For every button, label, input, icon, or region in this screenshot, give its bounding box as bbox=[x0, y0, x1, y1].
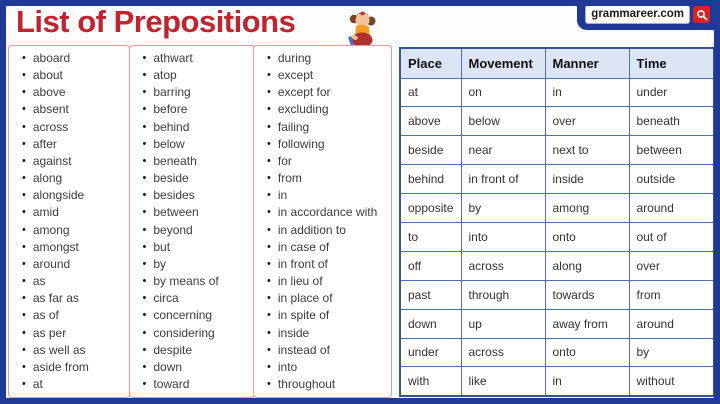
bullet-icon: • bbox=[142, 343, 147, 356]
bullet-icon: • bbox=[267, 189, 271, 202]
preposition-text: in place of bbox=[277, 291, 333, 306]
table-cell: over bbox=[545, 107, 629, 136]
preposition-text: as far as bbox=[32, 291, 79, 306]
bullet-icon: • bbox=[22, 86, 26, 99]
table-cell: towards bbox=[545, 280, 629, 309]
bullet-icon: • bbox=[267, 103, 271, 116]
list-item bbox=[136, 342, 252, 359]
list-item bbox=[136, 119, 252, 136]
table-cell: past bbox=[400, 280, 461, 309]
list-item bbox=[15, 50, 127, 67]
list-item bbox=[260, 222, 389, 239]
table-row bbox=[400, 107, 714, 136]
bullet-icon: • bbox=[22, 240, 26, 253]
list-item bbox=[136, 359, 252, 376]
table-row bbox=[400, 78, 714, 107]
table-cell: from bbox=[629, 280, 714, 309]
list-item bbox=[15, 290, 127, 307]
bullet-icon: • bbox=[22, 206, 26, 219]
preposition-text: down bbox=[153, 359, 183, 374]
preposition-text: beside bbox=[153, 171, 189, 186]
table-cell: inside bbox=[545, 165, 629, 194]
bullet-icon: • bbox=[142, 257, 147, 270]
table-row bbox=[400, 136, 714, 165]
list-item bbox=[15, 84, 127, 101]
bullet-icon: • bbox=[22, 69, 26, 82]
bullet-icon: • bbox=[142, 69, 147, 82]
bullet-icon: • bbox=[267, 137, 271, 150]
preposition-text: aside from bbox=[32, 359, 89, 374]
list-item bbox=[260, 290, 389, 307]
list-item bbox=[136, 153, 252, 170]
preposition-text: toward bbox=[153, 376, 190, 391]
table-header-cell: Manner bbox=[545, 48, 629, 78]
table-cell: beside bbox=[400, 136, 461, 165]
list-item bbox=[260, 273, 389, 290]
preposition-text: except for bbox=[277, 85, 331, 100]
preposition-text: above bbox=[32, 85, 66, 100]
preposition-text: but bbox=[153, 239, 171, 254]
bullet-icon: • bbox=[142, 172, 147, 185]
list-item bbox=[136, 239, 252, 256]
list-item bbox=[15, 153, 127, 170]
table-cell: below bbox=[461, 107, 545, 136]
table-cell: by bbox=[629, 338, 714, 367]
bullet-icon: • bbox=[267, 69, 271, 82]
list-item bbox=[15, 376, 127, 393]
list-item bbox=[15, 307, 127, 324]
table-cell: across bbox=[461, 251, 545, 280]
bullet-icon: • bbox=[267, 240, 271, 253]
bullet-icon: • bbox=[267, 257, 271, 270]
list-item bbox=[15, 187, 127, 204]
bullet-icon: • bbox=[267, 377, 271, 390]
preposition-text: at bbox=[32, 376, 43, 391]
bullet-icon: • bbox=[267, 86, 271, 99]
preposition-text: instead of bbox=[277, 342, 330, 357]
list-item bbox=[136, 187, 252, 204]
preposition-text: below bbox=[153, 136, 185, 151]
list-item bbox=[260, 50, 389, 67]
list-item bbox=[260, 84, 389, 101]
bullet-icon: • bbox=[22, 309, 26, 322]
table-cell: by bbox=[461, 194, 545, 223]
preposition-text: around bbox=[32, 256, 71, 271]
bullet-icon: • bbox=[22, 52, 26, 64]
table-cell: through bbox=[461, 280, 545, 309]
preposition-text: failing bbox=[277, 119, 310, 134]
preposition-text: considering bbox=[153, 325, 215, 340]
preposition-text: into bbox=[277, 359, 298, 374]
bullet-icon: • bbox=[142, 86, 147, 99]
list-item bbox=[260, 307, 389, 324]
bullet-icon: • bbox=[22, 377, 26, 390]
table-cell: opposite bbox=[400, 194, 461, 223]
preposition-text: in addition to bbox=[277, 222, 346, 237]
preposition-text: amongst bbox=[32, 239, 79, 254]
bullet-icon: • bbox=[22, 120, 26, 133]
bullet-icon: • bbox=[142, 223, 147, 236]
preposition-text: along bbox=[32, 171, 63, 186]
list-item bbox=[260, 136, 389, 153]
bullet-icon: • bbox=[142, 309, 147, 322]
list-item bbox=[15, 359, 127, 376]
bullet-icon: • bbox=[22, 103, 26, 116]
list-item bbox=[136, 376, 252, 393]
preposition-text: in spite of bbox=[277, 308, 330, 323]
table-cell: next to bbox=[545, 136, 629, 165]
preposition-text: throughout bbox=[277, 376, 336, 391]
girl-writing-illustration bbox=[342, 8, 382, 50]
preposition-text: besides bbox=[153, 188, 195, 203]
bullet-icon: • bbox=[142, 137, 147, 150]
bullet-icon: • bbox=[267, 120, 271, 133]
list-item bbox=[260, 256, 389, 273]
preposition-text: atop bbox=[153, 68, 177, 83]
bullet-icon: • bbox=[267, 52, 271, 64]
page-title: List of Prepositions bbox=[16, 4, 296, 39]
prepositions-table-header-row bbox=[400, 48, 714, 78]
list-item bbox=[136, 136, 252, 153]
search-icon[interactable] bbox=[693, 6, 710, 23]
bullet-icon: • bbox=[22, 257, 26, 270]
list-item bbox=[260, 376, 389, 393]
preposition-lists bbox=[8, 45, 392, 398]
table-cell: to bbox=[400, 222, 461, 251]
preposition-text: absent bbox=[32, 102, 69, 117]
preposition-text: amid bbox=[32, 205, 59, 220]
preposition-text: against bbox=[32, 153, 72, 168]
table-cell: outside bbox=[629, 165, 714, 194]
bullet-icon: • bbox=[22, 154, 26, 167]
bullet-icon: • bbox=[142, 52, 147, 64]
preposition-text: as bbox=[32, 274, 46, 289]
bullet-icon: • bbox=[142, 326, 147, 339]
bullet-icon: • bbox=[22, 326, 26, 339]
list-item bbox=[136, 273, 252, 290]
preposition-categories-table bbox=[399, 47, 715, 397]
preposition-text: in bbox=[277, 188, 288, 203]
list-item bbox=[260, 187, 389, 204]
preposition-text: in case of bbox=[277, 239, 330, 254]
preposition-text: after bbox=[32, 136, 57, 151]
bullet-icon: • bbox=[267, 292, 271, 305]
bullet-icon: • bbox=[267, 154, 271, 167]
bullet-icon: • bbox=[142, 377, 147, 390]
bullet-icon: • bbox=[22, 189, 26, 202]
table-cell: off bbox=[400, 251, 461, 280]
list-item bbox=[15, 170, 127, 187]
preposition-text: as per bbox=[32, 325, 67, 340]
table-header-cell: Time bbox=[629, 48, 714, 78]
preposition-text: during bbox=[277, 51, 312, 65]
table-cell: away from bbox=[545, 309, 629, 338]
list-item bbox=[15, 101, 127, 118]
bullet-icon: • bbox=[142, 292, 147, 305]
list-item bbox=[15, 325, 127, 342]
list-item bbox=[15, 342, 127, 359]
preposition-text: beyond bbox=[153, 222, 193, 237]
table-cell: in bbox=[545, 78, 629, 107]
table-cell: beneath bbox=[629, 107, 714, 136]
table-cell: behind bbox=[400, 165, 461, 194]
bullet-icon: • bbox=[267, 275, 271, 288]
table-cell: under bbox=[400, 338, 461, 367]
preposition-text: concerning bbox=[153, 308, 213, 323]
preposition-text: excluding bbox=[277, 102, 329, 117]
list-item bbox=[15, 239, 127, 256]
table-row bbox=[400, 367, 714, 396]
bullet-icon: • bbox=[22, 343, 26, 356]
list-item bbox=[15, 273, 127, 290]
table-cell: under bbox=[629, 78, 714, 107]
list-item bbox=[136, 204, 252, 221]
list-item bbox=[15, 67, 127, 84]
list-item bbox=[260, 170, 389, 187]
bullet-icon: • bbox=[142, 240, 147, 253]
bullet-icon: • bbox=[267, 223, 271, 236]
preposition-text: behind bbox=[153, 119, 190, 134]
table-cell: into bbox=[461, 222, 545, 251]
bullet-icon: • bbox=[22, 275, 26, 288]
bullet-icon: • bbox=[267, 343, 271, 356]
table-cell: in front of bbox=[461, 165, 545, 194]
bullet-icon: • bbox=[142, 154, 147, 167]
preposition-text: by bbox=[153, 256, 167, 271]
table-cell: at bbox=[400, 78, 461, 107]
preposition-text: about bbox=[32, 68, 63, 83]
table-cell: with bbox=[400, 367, 461, 396]
table-header-cell: Place bbox=[400, 48, 461, 78]
table-cell: over bbox=[629, 251, 714, 280]
bullet-icon: • bbox=[267, 360, 271, 373]
bullet-icon: • bbox=[267, 309, 271, 322]
preposition-list-column-2 bbox=[129, 45, 255, 398]
preposition-text: alongside bbox=[32, 188, 85, 203]
preposition-text: in lieu of bbox=[277, 274, 323, 289]
list-item bbox=[136, 101, 252, 118]
preposition-text: barring bbox=[153, 85, 191, 100]
table-row bbox=[400, 251, 714, 280]
list-item bbox=[136, 256, 252, 273]
bullet-icon: • bbox=[22, 172, 26, 185]
table-cell: around bbox=[629, 194, 714, 223]
table-cell: across bbox=[461, 338, 545, 367]
preposition-list-column-3 bbox=[253, 45, 392, 398]
preposition-text: across bbox=[32, 119, 69, 134]
bullet-icon: • bbox=[267, 172, 271, 185]
list-item bbox=[260, 204, 389, 221]
list-item bbox=[15, 136, 127, 153]
list-item bbox=[136, 222, 252, 239]
table-cell: among bbox=[545, 194, 629, 223]
bullet-icon: • bbox=[142, 206, 147, 219]
preposition-text: by means of bbox=[153, 274, 219, 289]
list-item bbox=[260, 119, 389, 136]
preposition-text: for bbox=[277, 153, 292, 168]
bullet-icon: • bbox=[22, 292, 26, 305]
preposition-text: athwart bbox=[153, 51, 193, 65]
preposition-text: aboard bbox=[32, 51, 71, 65]
list-item bbox=[260, 67, 389, 84]
bullet-icon: • bbox=[142, 360, 147, 373]
bullet-icon: • bbox=[142, 103, 147, 116]
preposition-text: circa bbox=[153, 291, 179, 306]
preposition-text: among bbox=[32, 222, 70, 237]
list-item bbox=[260, 325, 389, 342]
table-row bbox=[400, 194, 714, 223]
list-item bbox=[260, 342, 389, 359]
list-item bbox=[15, 119, 127, 136]
list-item bbox=[260, 101, 389, 118]
list-item bbox=[15, 256, 127, 273]
table-cell: up bbox=[461, 309, 545, 338]
table-cell: like bbox=[461, 367, 545, 396]
list-item bbox=[136, 325, 252, 342]
bullet-icon: • bbox=[142, 275, 147, 288]
table-cell: down bbox=[400, 309, 461, 338]
preposition-text: in accordance with bbox=[277, 205, 378, 220]
table-header-cell: Movement bbox=[461, 48, 545, 78]
table-row bbox=[400, 309, 714, 338]
table-cell: without bbox=[629, 367, 714, 396]
table-cell: in bbox=[545, 367, 629, 396]
preposition-text: as well as bbox=[32, 342, 86, 357]
table-cell: around bbox=[629, 309, 714, 338]
list-item bbox=[260, 359, 389, 376]
bullet-icon: • bbox=[22, 223, 26, 236]
list-item bbox=[136, 67, 252, 84]
bullet-icon: • bbox=[22, 137, 26, 150]
list-item bbox=[136, 50, 252, 67]
preposition-text: beneath bbox=[153, 153, 197, 168]
list-item bbox=[136, 170, 252, 187]
preposition-text: in front of bbox=[277, 256, 328, 271]
table-cell: between bbox=[629, 136, 714, 165]
bullet-icon: • bbox=[267, 326, 271, 339]
bullet-icon: • bbox=[142, 189, 147, 202]
preposition-text: as of bbox=[32, 308, 59, 323]
table-cell: above bbox=[400, 107, 461, 136]
list-item bbox=[136, 290, 252, 307]
preposition-text: inside bbox=[277, 325, 310, 340]
preposition-text: despite bbox=[153, 342, 193, 357]
site-badge[interactable] bbox=[577, 0, 718, 30]
bullet-icon: • bbox=[267, 206, 271, 219]
list-item bbox=[136, 307, 252, 324]
table-row bbox=[400, 338, 714, 367]
bullet-icon: • bbox=[142, 120, 147, 133]
table-cell: onto bbox=[545, 338, 629, 367]
table-cell: out of bbox=[629, 222, 714, 251]
list-item bbox=[260, 153, 389, 170]
list-item bbox=[15, 204, 127, 221]
table-cell: along bbox=[545, 251, 629, 280]
table-cell: near bbox=[461, 136, 545, 165]
table-row bbox=[400, 165, 714, 194]
table-cell: onto bbox=[545, 222, 629, 251]
preposition-text: following bbox=[277, 136, 325, 151]
list-item bbox=[260, 239, 389, 256]
bullet-icon: • bbox=[22, 360, 26, 373]
list-item bbox=[15, 222, 127, 239]
preposition-list-column-1 bbox=[8, 45, 130, 398]
table-row bbox=[400, 222, 714, 251]
site-badge-label: grammareer.com bbox=[585, 5, 690, 24]
preposition-text: from bbox=[277, 171, 302, 186]
table-cell: on bbox=[461, 78, 545, 107]
preposition-text: between bbox=[153, 205, 199, 220]
preposition-text: except bbox=[277, 68, 314, 83]
list-item bbox=[136, 84, 252, 101]
table-row bbox=[400, 280, 714, 309]
prepositions-table-body bbox=[400, 78, 714, 396]
preposition-text: before bbox=[153, 102, 188, 117]
